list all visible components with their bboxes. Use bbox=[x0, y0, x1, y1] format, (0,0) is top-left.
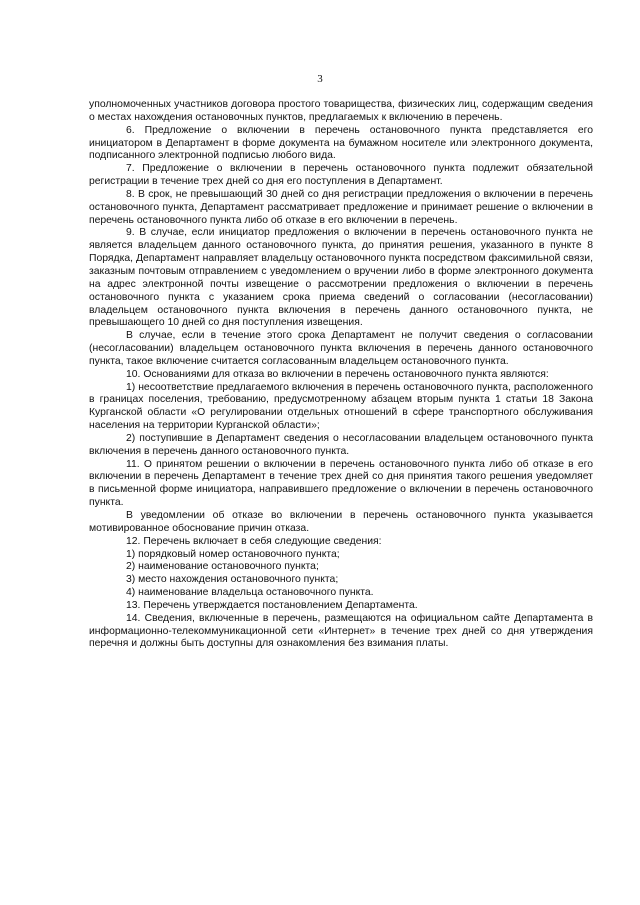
paragraph-item-14: 14. Сведения, включенные в перечень, размещаются на официальном сайте Департамента в информационно-телекоммуникационной сети «Интернет» в течение трех дней со дня утверждения перечня и должны быть доступны для ознакомления без взимания платы. bbox=[89, 612, 593, 650]
paragraph-item-13: 13. Перечень утверждается постановлением Департамента. bbox=[126, 599, 418, 611]
paragraph-item-9-continued: В случае, если в течение этого срока Департамент не получит сведения о согласовании (несогласовании) владельцем остановочного пункта включения в перечень данного остановочного пункта, такое включение считается согласованным владельцем остановочного пункта. bbox=[89, 330, 593, 367]
paragraph-item-12-sub-3: 3) место нахождения остановочного пункта; bbox=[126, 574, 339, 586]
paragraph-item-12-sub-4: 4) наименование владельца остановочного пункта. bbox=[126, 587, 374, 599]
paragraph-item-12: 12. Перечень включает в себя следующие сведения: bbox=[126, 535, 382, 547]
paragraph-item-7: 7. Предложение о включении в перечень остановочного пункта подлежит обязательной регистрации в течение трех дней со дня его поступления в Департамент. bbox=[89, 163, 593, 188]
paragraph-continuation: уполномоченных участников договора простого товарищества, физических лиц, содержащим сведения о местах нахождения остановочных пунктов, предлагаемых к включению в перечень. bbox=[89, 99, 593, 123]
page-number: 3 bbox=[317, 73, 323, 85]
paragraph-item-10-sub-2: 2) поступившие в Департамент сведения о несогласовании владельцем остановочного пункта включения в перечень данного остановочного пункта. bbox=[89, 432, 593, 457]
paragraph-item-6: 6. Предложение о включении в перечень остановочного пункта представляется его инициатором в Департамент в форме документа на бумажном носителе или электронного документа, подписанного электронной подписью любого вида. bbox=[89, 124, 593, 162]
paragraph-item-11: 11. О принятом решении о включении в перечень остановочного пункта либо об отказе в его включении в перечень Департамент в течение трех дней со дня принятия такого решения уведомляет в письменной форме инициатора, направившего предложение о включении в перечень остановочного пункта. bbox=[89, 458, 593, 509]
paragraph-item-10: 10. Основаниями для отказа во включении в перечень остановочного пункта являются: bbox=[126, 368, 549, 380]
document-body bbox=[89, 99, 593, 651]
paragraph-item-10-sub-1: 1) несоответствие предлагаемого включения в перечень остановочного пункта, расположенного в границах поселения, требованию, предусмотренному абзацем вторым пункта 1 статьи 18 Закона Курганской области «О регулировании отдельных отношений в сфере транспортного обслуживания населения на территории Курганской области»; bbox=[89, 381, 593, 432]
paragraph-item-8: 8. В срок, не превышающий 30 дней со дня регистрации предложения о включении в перечень остановочного пункта, Департамент рассматривает предложение и принимает решение о включении в перечень остановочного пункта либо об отказе в его включении в перечень. bbox=[89, 188, 593, 226]
paragraph-item-9: 9. В случае, если инициатор предложения о включении в перечень остановочного пункта не является владельцем данного остановочного пункта, до принятия решения, указанного в пункте 8 Порядка, Департамент направляет владельцу остановочного пункта посредством факсимильной связи, заказным почтовым отправлением с уведомлением о вручении либо в форме электронного документа на адрес электронной почты извещение о рассмотрении предложения о включении в перечень остановочного пункта с указанием срока приема сведений о согласовании (несогласовании) владельцем остановочного пункта включения в перечень данного остановочного пункта, не превышающего 10 дней со дня поступления извещения. bbox=[89, 227, 593, 329]
paragraph-item-11-continued: В уведомлении об отказе во включении в перечень остановочного пункта указывается мотивированное обоснование причин отказа. bbox=[89, 510, 593, 534]
paragraph-item-12-sub-1: 1) порядковый номер остановочного пункта; bbox=[126, 548, 340, 560]
paragraph-item-12-sub-2: 2) наименование остановочного пункта; bbox=[126, 561, 319, 573]
